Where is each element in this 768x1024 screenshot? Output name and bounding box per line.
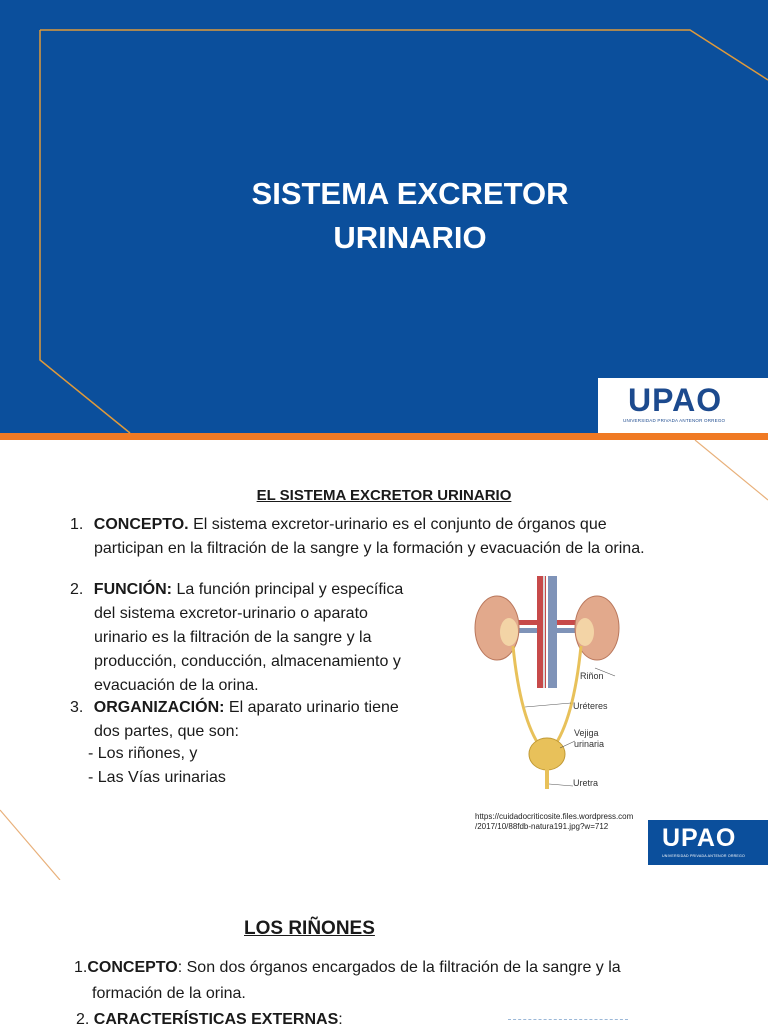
item-number: 2. [76, 1011, 90, 1024]
item-text: El sistema excretor-urinario es el conjunto de órganos que [188, 516, 607, 533]
item-funcion-line3: urinario es la filtración de la sangre y la [94, 629, 372, 646]
upao-logo [598, 378, 768, 433]
item-caracteristicas [76, 1008, 343, 1024]
content-slide-rinones [0, 880, 768, 1024]
section-heading: LOS RIÑONES [244, 918, 375, 939]
item-funcion [70, 578, 403, 602]
section-heading: EL SISTEMA EXCRETOR URINARIO [256, 487, 512, 504]
title-slide [0, 0, 768, 440]
item-text: : Son dos órganos encargados de la filtración de la sangre y la [177, 959, 621, 976]
item-text: El aparato urinario tiene [224, 699, 399, 716]
label-uretra: Uretra [573, 778, 599, 788]
bullet-rinones: - Los riñones, y [88, 745, 198, 762]
item-label: CONCEPTO [87, 959, 178, 976]
item-funcion-line5: evacuación de la orina. [94, 677, 259, 694]
item-text: La función principal y específica [172, 581, 404, 598]
upao-logo [648, 820, 768, 865]
item-organizacion [70, 696, 399, 720]
item-label: FUNCIÓN: [93, 581, 173, 598]
content-slide-sistema-excretor [0, 440, 768, 880]
logo-subtitle: UNIVERSIDAD PRIVADA ANTENOR ORREGO [623, 418, 726, 423]
logo-subtitle: UNIVERSIDAD PRIVADA ANTENOR ORREGO [662, 854, 746, 858]
item-label: CARACTERÍSTICAS EXTERNAS [93, 1011, 339, 1024]
item-number: 1. [70, 516, 84, 533]
image-edge [508, 1019, 628, 1024]
item-organizacion-line2: dos partes, que son: [94, 723, 239, 740]
item-funcion-line4: producción, conducción, almacenamiento y [94, 653, 401, 670]
item-number: 2. [70, 581, 84, 598]
label-urinaria: urinaria [574, 739, 605, 749]
item-suffix: : [338, 1011, 343, 1024]
item-funcion-line2: del sistema excretor-urinario o aparato [94, 605, 368, 622]
label-ureteres: Uréteres [573, 701, 608, 711]
slide-title-line2: URINARIO [333, 220, 487, 255]
bullet-vias-urinarias: - Las Vías urinarias [88, 769, 226, 786]
source-line2: /2017/10/88fdb-natura191.jpg?w=712 [475, 822, 609, 831]
image-source-url [475, 812, 633, 832]
label-vejiga: Vejiga [574, 728, 599, 738]
item-label: ORGANIZACIÓN: [93, 699, 225, 716]
item-concepto-line2: participan en la filtración de la sangre y la formación y evacuación de la orina. [94, 540, 645, 557]
item-concepto-line2: formación de la orina. [92, 985, 246, 1002]
logo-wordmark: UPAO [662, 824, 737, 852]
item-concepto [70, 513, 607, 537]
item-number: 1. [74, 959, 88, 976]
logo-wordmark: UPAO [628, 382, 723, 418]
item-label: CONCEPTO. [93, 516, 189, 533]
source-line1: https://cuidadocriticosite.files.wordpress.com [475, 812, 634, 821]
slide-title-line1: SISTEMA EXCRETOR [251, 176, 569, 211]
item-concepto [74, 956, 621, 980]
urinary-system-illustration [465, 576, 635, 791]
label-rinon: Riñon [580, 671, 604, 681]
item-number: 3. [70, 699, 84, 716]
